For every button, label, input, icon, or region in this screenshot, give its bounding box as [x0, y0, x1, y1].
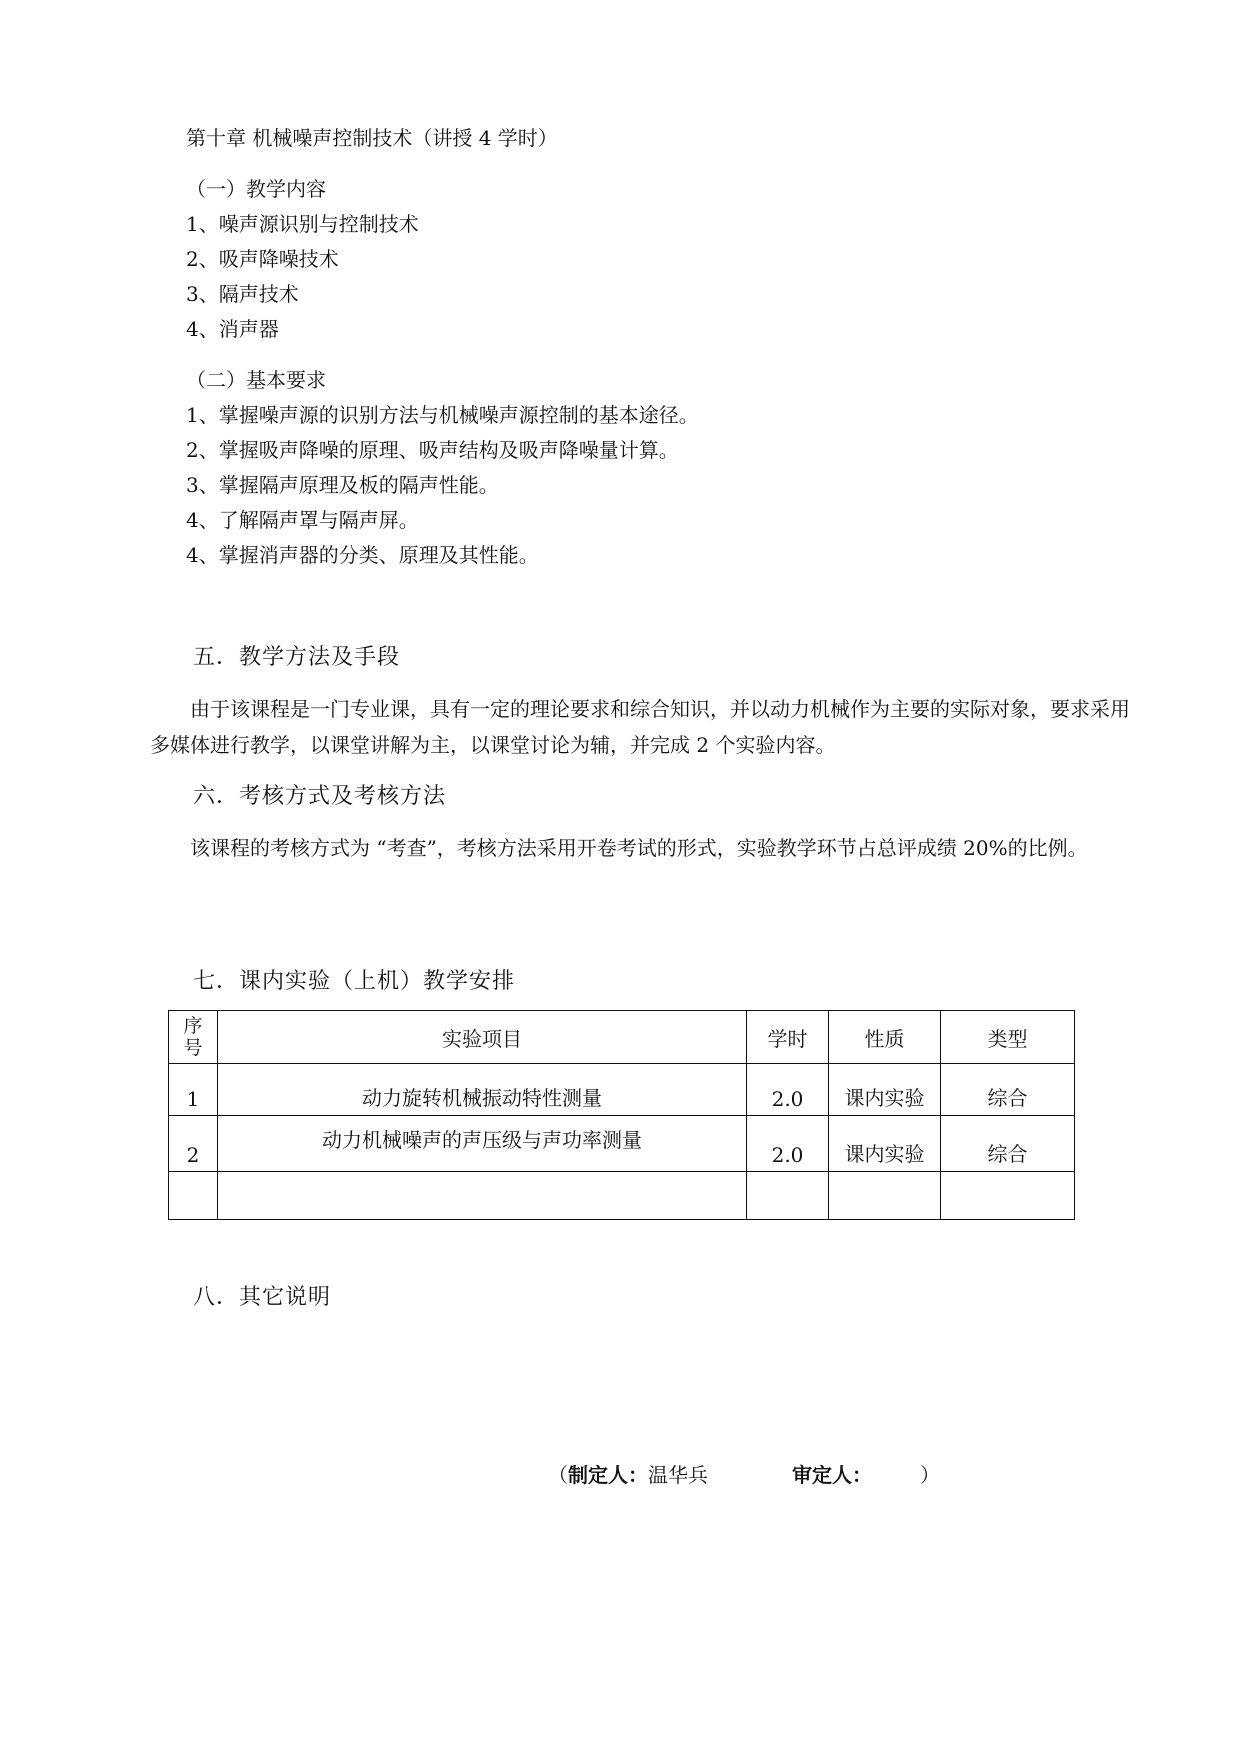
reviewer-label: 审定人： [792, 1463, 872, 1487]
cell-nature: 课内实验 [829, 1064, 941, 1116]
requirement-item-1: 1、掌握噪声源的识别方法与机械噪声源控制的基本途径。 [186, 403, 699, 427]
header-seq-2: 号 [183, 1037, 203, 1059]
reviewer-block [792, 1461, 872, 1489]
cell-seq: 2 [169, 1116, 218, 1172]
content-item-2: 2、吸声降噪技术 [186, 247, 339, 271]
chapter-title-main: 第十章 机械噪声控制技术 [186, 126, 413, 150]
content-heading: （一）教学内容 [186, 177, 326, 201]
cell-empty [829, 1172, 941, 1220]
requirement-item-3: 3、掌握隔声原理及板的隔声性能。 [186, 473, 499, 497]
requirements-heading: （二）基本要求 [186, 368, 326, 392]
content-item-3: 3、隔声技术 [186, 282, 299, 306]
cell-empty [747, 1172, 829, 1220]
section8-heading: 八．其它说明 [193, 1285, 332, 1310]
cell-hours: 2.0 [747, 1064, 829, 1116]
header-project: 实验项目 [218, 1011, 747, 1064]
content-item-1: 1、噪声源识别与控制技术 [186, 212, 419, 236]
section6-heading: 六．考核方式及考核方法 [193, 784, 447, 809]
content-item-4: 4、消声器 [186, 317, 279, 341]
cell-project: 动力旋转机械振动特性测量 [218, 1064, 747, 1116]
chapter-title-note: （讲授 4 学时） [412, 126, 558, 150]
cell-empty [941, 1172, 1075, 1220]
author-name: 温华兵 [648, 1463, 708, 1487]
table-row [169, 1064, 1075, 1116]
section5-heading: 五．教学方法及手段 [193, 645, 401, 670]
cell-project: 动力机械噪声的声压级与声功率测量 [218, 1116, 747, 1172]
cell-empty [169, 1172, 218, 1220]
author-label: 制定人： [568, 1463, 648, 1487]
table-row [169, 1116, 1075, 1172]
requirement-item-2: 2、掌握吸声降噪的原理、吸声结构及吸声降噪量计算。 [186, 438, 679, 462]
section7-heading: 七．课内实验（上机）教学安排 [193, 969, 516, 994]
cell-empty [218, 1172, 747, 1220]
header-type: 类型 [941, 1011, 1075, 1064]
signature-close-paren: ） [920, 1463, 940, 1487]
header-seq-1: 序 [183, 1015, 203, 1037]
header-nature: 性质 [829, 1011, 941, 1064]
header-seq [169, 1011, 218, 1064]
experiment-table [168, 1010, 1075, 1220]
cell-type: 综合 [941, 1116, 1075, 1172]
section5-paragraph: 由于该课程是一门专业课，具有一定的理论要求和综合知识，并以动力机械作为主要的实际对象，要求采用多媒体进行教学，以课堂讲解为主，以课堂讨论为辅，并完成 2 个实验内容。 [150, 697, 1130, 757]
requirement-item-4: 4、了解隔声罩与隔声屏。 [186, 508, 419, 532]
cell-seq: 1 [169, 1064, 218, 1116]
signature-open-paren: （ [548, 1463, 568, 1487]
section6-paragraph: 该课程的考核方式为 “考查”，考核方法采用开卷考试的形式，实验教学环节占总评成绩 20%的比例。 [190, 836, 1088, 860]
cell-type: 综合 [941, 1064, 1075, 1116]
requirement-item-5: 4、掌握消声器的分类、原理及其性能。 [186, 543, 539, 567]
chapter-title [186, 124, 558, 152]
table-header-row [169, 1011, 1075, 1064]
cell-nature: 课内实验 [829, 1116, 941, 1172]
cell-hours: 2.0 [747, 1116, 829, 1172]
table-row-empty [169, 1172, 1075, 1220]
header-hours: 学时 [747, 1011, 829, 1064]
signature-line [548, 1461, 708, 1489]
